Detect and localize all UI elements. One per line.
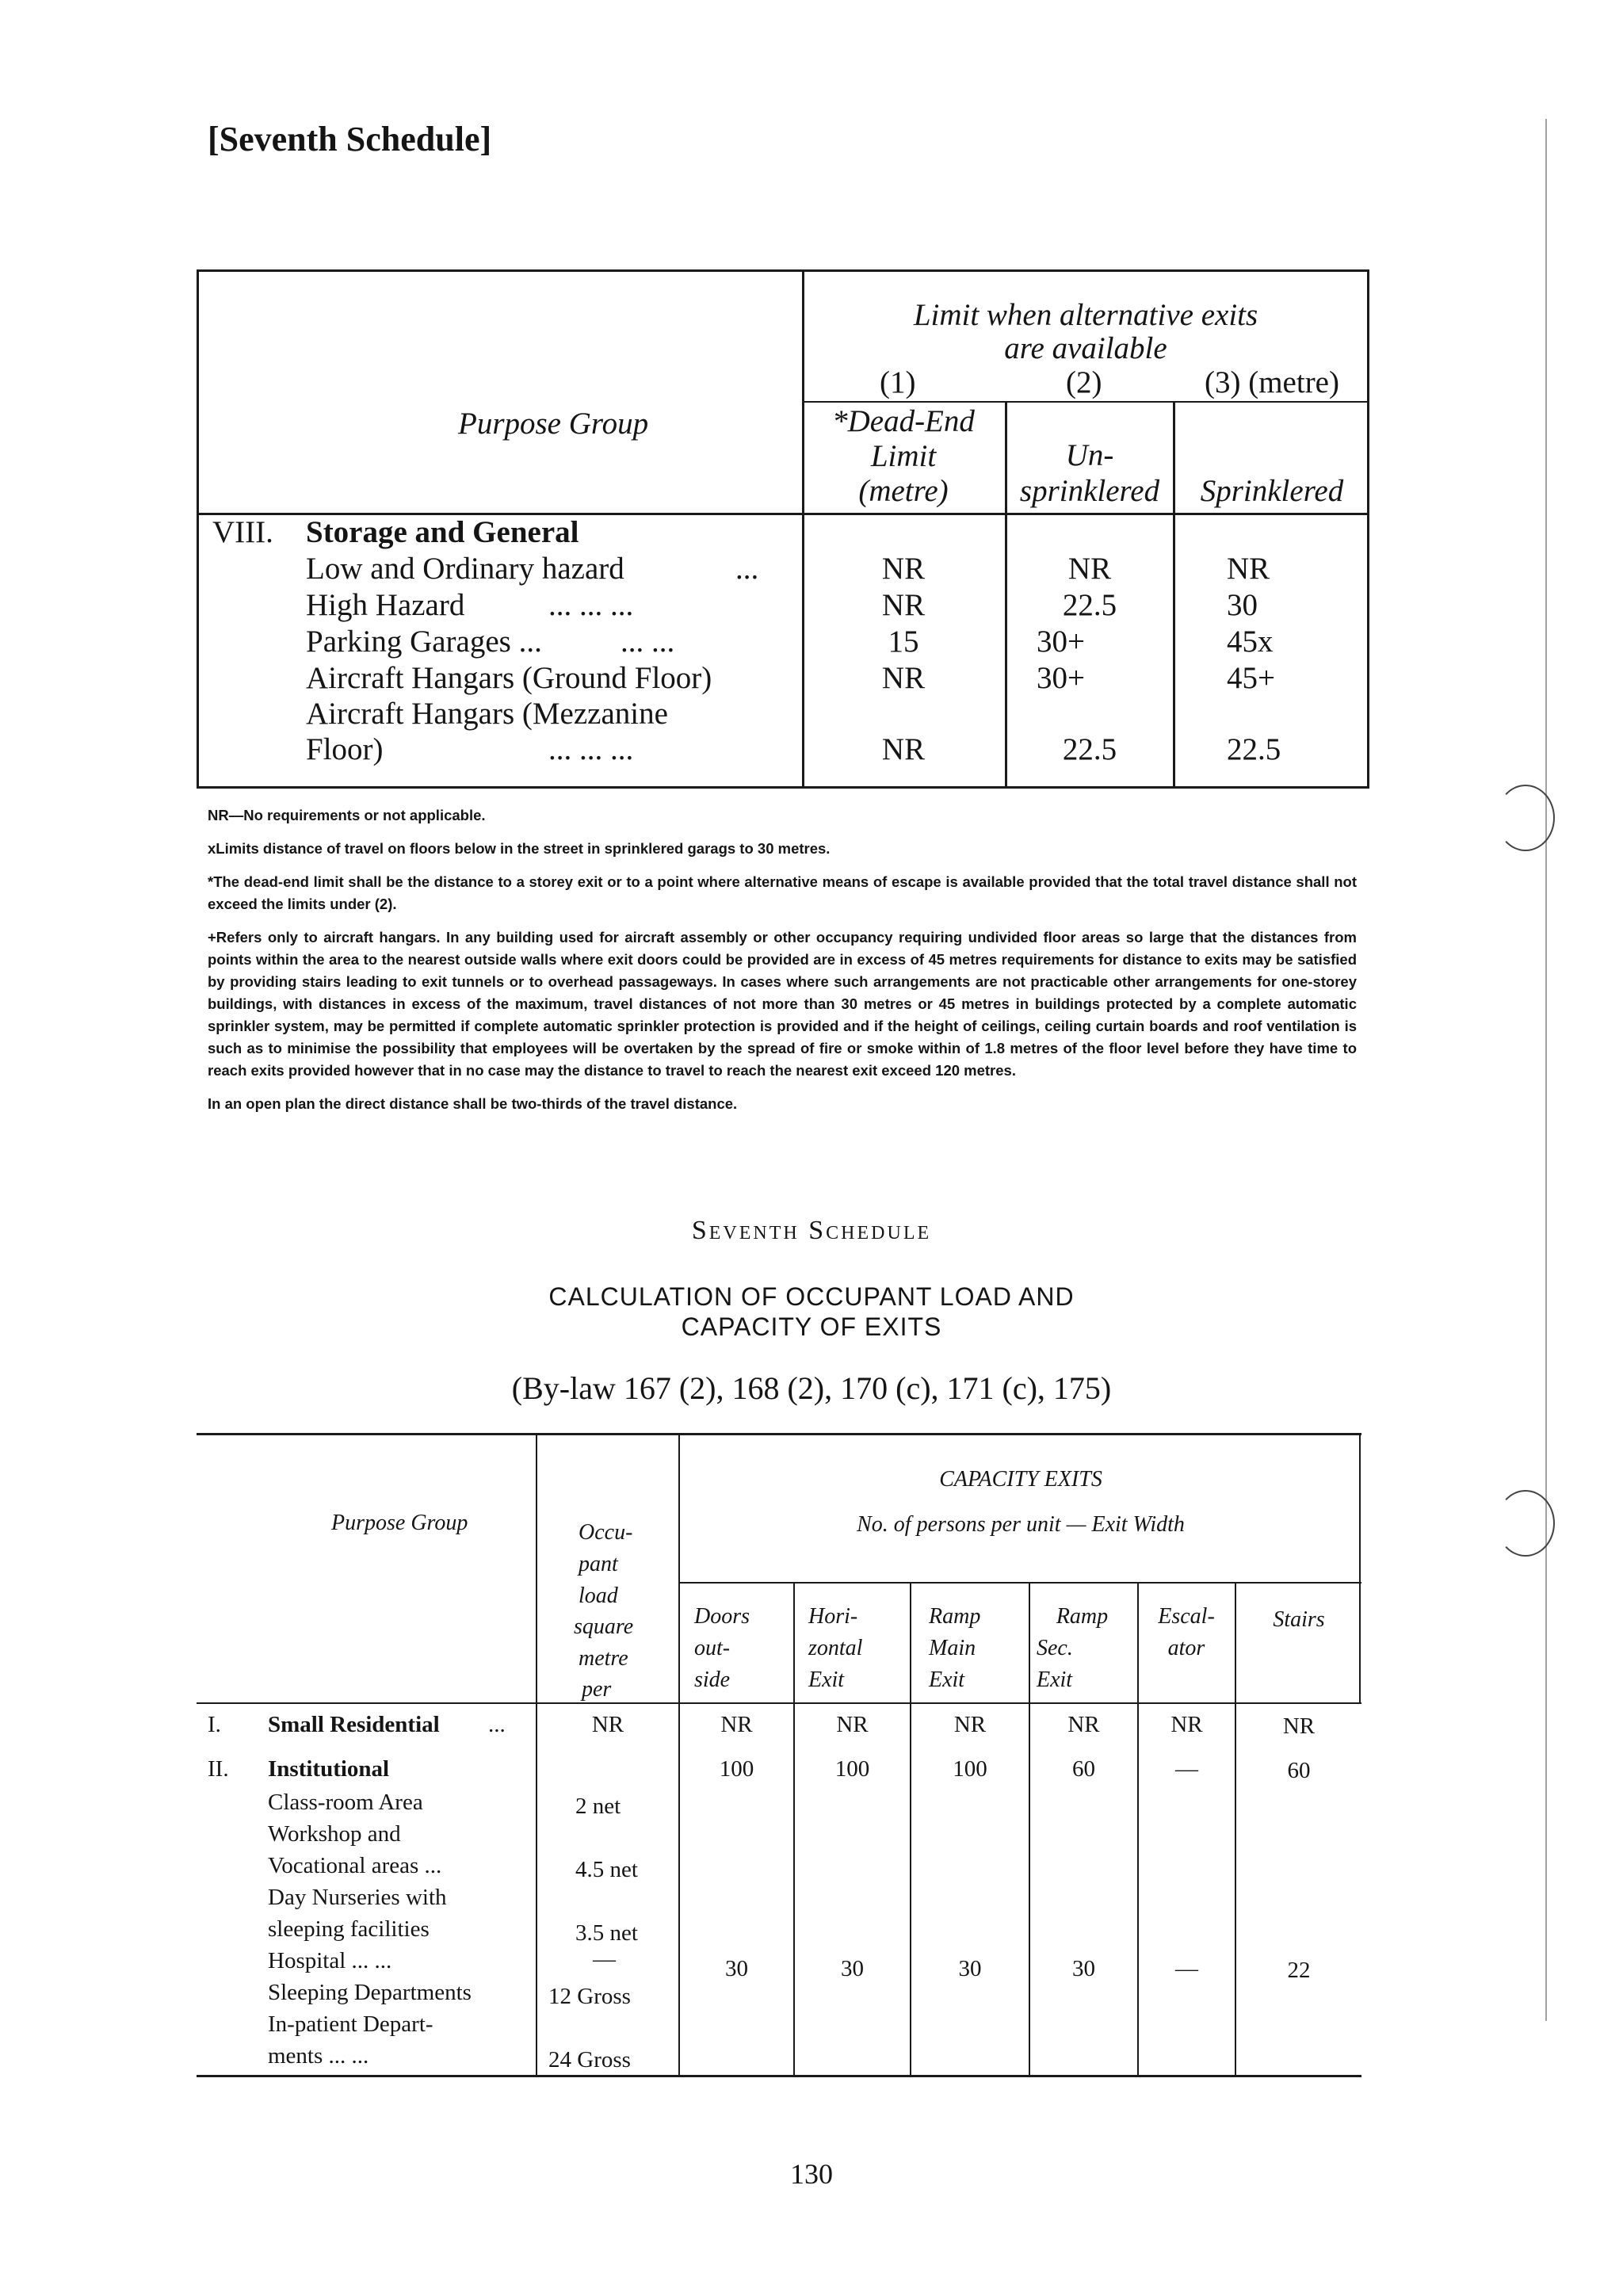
ramp-sec-value: 30 xyxy=(1072,1956,1095,1981)
ramp-sec-header-line: Ramp xyxy=(1056,1604,1109,1629)
footnote-dead-end: *The dead-end limit shall be the distance to a storey exit or to a point where alternative means of escape is available provided that the total travel distance shall not exceed the limits under (2). xyxy=(208,873,1357,912)
capacity-subheader-divider xyxy=(680,1582,1361,1584)
dead-end-value: NR xyxy=(881,588,926,622)
capacity-subtitle: No. of persons per unit — Exit Width xyxy=(857,1512,1185,1537)
occupant-header-line: Occu- xyxy=(579,1520,633,1545)
row-dots: ... ... xyxy=(621,625,675,659)
limit-header-line2: are available xyxy=(1004,331,1167,365)
group-roman: VIII. xyxy=(212,515,273,549)
sub-item-label: Day Nurseries with xyxy=(268,1885,447,1910)
binder-hole-ring xyxy=(1496,1490,1555,1557)
sub-item-occupant: 12 Gross xyxy=(548,1984,631,2009)
row-dots: ... ... ... xyxy=(548,588,634,622)
footnote-open-plan: In an open plan the direct distance shall be two-thirds of the travel distance. xyxy=(208,1095,738,1112)
footnote-limits: xLimits distance of travel on floors below in the street in sprinklered garags to 30 metres. xyxy=(208,840,831,857)
sub-item-label: sleeping facilities xyxy=(268,1916,430,1942)
bylaw-reference: (By-law 167 (2), 168 (2), 170 (c), 171 (c), 175) xyxy=(511,1370,1112,1406)
sub-item-label: Workshop and xyxy=(268,1821,401,1847)
row-label: Parking Garages ... xyxy=(306,625,542,659)
sub-item-occupant: 4.5 net xyxy=(575,1857,638,1882)
header-divider xyxy=(197,1702,1361,1704)
occupant-header-line: square xyxy=(574,1614,634,1639)
table-border-left xyxy=(197,269,199,789)
occupant-header-line: load xyxy=(579,1584,618,1608)
running-header: [Seventh Schedule] xyxy=(208,120,492,159)
footnote-nr: NR—No requirements or not applicable. xyxy=(208,807,486,823)
unsprinklered-value: 22.5 xyxy=(1062,732,1117,766)
table-border-top xyxy=(197,269,1369,272)
calculation-title-line1: CALCULATION OF OCCUPANT LOAD AND xyxy=(548,1282,1075,1311)
col2-number: (2) xyxy=(1066,365,1102,399)
doors-value: 100 xyxy=(719,1756,754,1782)
row-dots: ... xyxy=(735,552,759,586)
row-number: I. xyxy=(208,1712,221,1737)
dead-end-header-line2: Limit xyxy=(870,439,937,473)
col1-number: (1) xyxy=(880,365,916,399)
row-label: Low and Ordinary hazard xyxy=(306,552,624,586)
limit-header-line1: Limit when alternative exits xyxy=(913,298,1258,332)
table-border-top xyxy=(197,1433,1361,1435)
sub-item-label: Hospital ... ... xyxy=(268,1948,392,1973)
sub-item-occupant: 24 Gross xyxy=(548,2047,631,2073)
purpose-group-header: Purpose Group xyxy=(458,407,649,441)
sprinklered-value: 45+ xyxy=(1227,661,1275,695)
occupant-header-line: per xyxy=(582,1677,612,1702)
sub-item-occupant: 3.5 net xyxy=(575,1920,638,1946)
horizontal-header-line: zontal xyxy=(808,1636,863,1660)
col-divider-3 xyxy=(1173,401,1175,789)
row-number: II. xyxy=(208,1756,229,1782)
col-divider-doors xyxy=(793,1582,795,2075)
ramp-main-value: NR xyxy=(953,1712,987,1737)
sprinklered-value: 45x xyxy=(1227,625,1274,659)
stairs-header: Stairs xyxy=(1273,1607,1325,1632)
escalator-header-line: ator xyxy=(1167,1636,1205,1660)
footnote-aircraft: +Refers only to aircraft hangars. In any building used for aircraft assembly or other occupancy requiring undivided floor areas so large that the distances from points within the area to the nearest outside walls where exit doors could be provided are in excess of 45 metres requirements for distance to exits may be satisfied by providing stairs leading to exit tunnels or to overhead passageways. In cases where such arrangements are not practicable other arrangements for one-storey buildings, with distances in excess of the maximum, travel distances of not more than 30 metres or 45 metres in buildings protected by a complete automatic sprinkler system, may be permitted if complete automatic sprinkler protection is provided and if the height of ceilings, ceiling curtain boards and roof ventilation is such as to minimise the possibility that employees will be overtaken by the spread of fire or smoke within of 1.8 metres of the floor level before they have time to reach exits provided however that in no case may the distance to travel to reach the nearest exit exceed 120 metres. xyxy=(208,929,1357,1079)
purpose-group-header: Purpose Group xyxy=(331,1511,468,1535)
horizontal-value: NR xyxy=(836,1712,869,1737)
doors-header-line: out- xyxy=(694,1636,731,1660)
footnotes xyxy=(208,804,1357,1126)
ramp-main-value: 100 xyxy=(953,1756,987,1782)
ramp-sec-header-line: Sec. xyxy=(1037,1636,1073,1660)
row-label: Aircraft Hangars (Ground Floor) xyxy=(306,661,712,695)
scan-edge-line xyxy=(1545,119,1547,2021)
horizontal-value: 100 xyxy=(834,1756,870,1782)
col3-number: (3) (metre) xyxy=(1205,365,1339,399)
doors-value: NR xyxy=(720,1712,753,1737)
ramp-main-value: 30 xyxy=(958,1956,982,1981)
ramp-sec-header-line: Exit xyxy=(1037,1668,1073,1692)
subheader-divider xyxy=(802,401,1369,403)
unsprinklered-value: 22.5 xyxy=(1062,588,1117,622)
ramp-sec-value: NR xyxy=(1067,1712,1100,1737)
table-border-bottom xyxy=(197,786,1369,789)
escalator-value: — xyxy=(1175,1756,1198,1782)
calculation-title-line2: CAPACITY OF EXITS xyxy=(681,1312,942,1341)
horizontal-header-line: Hori- xyxy=(808,1604,858,1629)
sub-item-label: Sleeping Departments xyxy=(268,1980,472,2005)
sub-item-label: In-patient Depart- xyxy=(268,2011,433,2037)
ramp-main-header-line: Ramp xyxy=(929,1604,981,1629)
ramp-main-header-line: Main xyxy=(929,1636,976,1660)
table-border-bottom xyxy=(197,2075,1361,2077)
occupant-header-line: metre xyxy=(579,1646,628,1671)
stairs-value: 60 xyxy=(1287,1758,1311,1783)
doors-value: 30 xyxy=(725,1956,748,1981)
dead-end-value: 15 xyxy=(888,625,919,659)
col-divider-ramp-main xyxy=(1029,1582,1030,2075)
row-label: Institutional xyxy=(268,1756,390,1782)
schedule-title: Seventh Schedule xyxy=(691,1216,932,1245)
ramp-sec-value: 60 xyxy=(1072,1756,1095,1782)
sprinklered-value: 30 xyxy=(1227,588,1258,622)
occupant-value: NR xyxy=(591,1712,624,1737)
col-divider-escalator xyxy=(1235,1582,1236,2075)
sub-item-occupant: — xyxy=(593,1946,616,1972)
occupant-header-line: pant xyxy=(579,1552,618,1576)
page-number: 130 xyxy=(790,2158,833,2190)
binder-hole-ring xyxy=(1496,785,1555,851)
col-divider-horizontal xyxy=(910,1582,911,2075)
escalator-value: — xyxy=(1175,1956,1198,1981)
sub-item-label: ments ... ... xyxy=(268,2043,369,2069)
dead-end-value: NR xyxy=(881,661,926,695)
row-label: Aircraft Hangars (Mezzanine xyxy=(306,697,668,731)
dead-end-header-line3: (metre) xyxy=(858,474,949,508)
sub-item-label: Class-room Area xyxy=(268,1790,423,1815)
sub-item-occupant: 2 net xyxy=(575,1794,621,1819)
row-label: High Hazard xyxy=(306,588,465,622)
escalator-header-line: Escal- xyxy=(1158,1604,1215,1629)
group-name: Storage and General xyxy=(306,515,579,549)
stairs-value: NR xyxy=(1282,1713,1316,1739)
dead-end-value: NR xyxy=(881,732,926,766)
escalator-value: NR xyxy=(1170,1712,1203,1737)
row-label-continued: Floor) xyxy=(306,732,384,766)
unsprinklered-value: 30+ xyxy=(1037,625,1085,659)
unsprinklered-header-line2: sprinklered xyxy=(1019,474,1160,508)
row-dots: ... ... ... xyxy=(548,732,634,766)
horizontal-header-line: Exit xyxy=(808,1668,845,1692)
travel-distance-table xyxy=(197,269,1369,789)
ramp-main-header-line: Exit xyxy=(929,1668,965,1692)
horizontal-value: 30 xyxy=(841,1956,864,1981)
row-label: Small Residential xyxy=(268,1712,440,1737)
unsprinklered-value: NR xyxy=(1067,552,1112,586)
row-dots: ... xyxy=(488,1712,506,1737)
unsprinklered-header-line1: Un- xyxy=(1065,438,1114,472)
dead-end-header-line1: *Dead-End xyxy=(832,404,975,438)
sub-item-label: Vocational areas ... xyxy=(268,1853,442,1878)
occupant-load-table xyxy=(197,1433,1361,2075)
sprinklered-value: NR xyxy=(1227,552,1270,586)
sprinklered-value: 22.5 xyxy=(1227,732,1281,766)
unsprinklered-value: 30+ xyxy=(1037,661,1085,695)
capacity-title: CAPACITY EXITS xyxy=(939,1467,1102,1492)
stairs-value: 22 xyxy=(1287,1958,1311,1983)
doors-header-line: Doors xyxy=(694,1604,750,1629)
doors-header-line: side xyxy=(694,1668,731,1692)
dead-end-value: NR xyxy=(881,552,926,586)
sprinklered-header: Sprinklered xyxy=(1200,474,1344,508)
col-divider-purpose xyxy=(536,1433,537,2075)
